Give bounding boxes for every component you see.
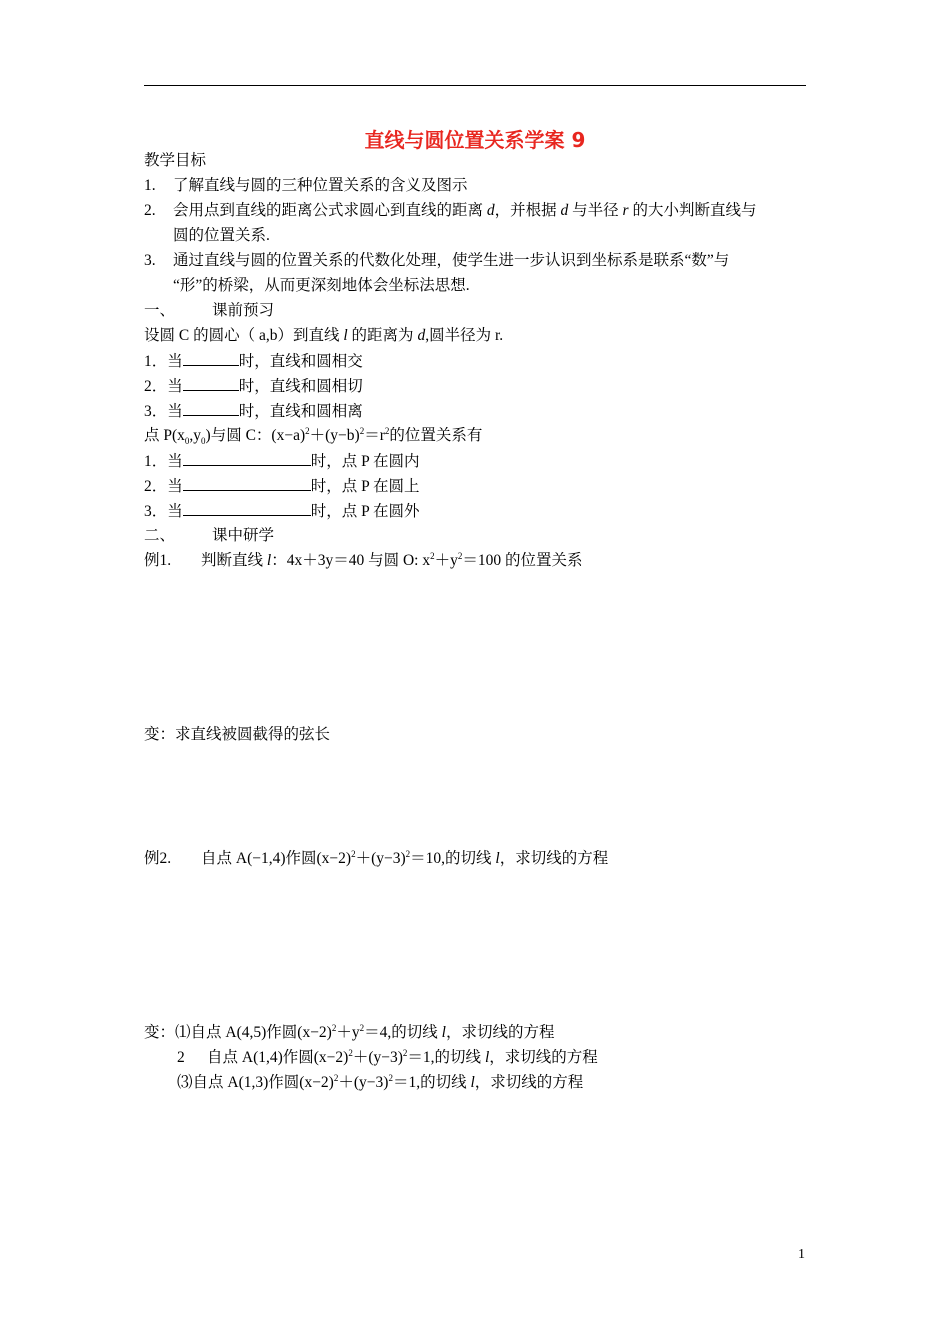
example-text: ＋y: [434, 552, 458, 569]
variable-d: d: [560, 202, 569, 219]
exponent: 2: [331, 1022, 337, 1033]
answer-blank[interactable]: [183, 451, 311, 466]
case-text: 时，点 P 在圆外: [310, 503, 420, 520]
exponent: 2: [430, 550, 435, 561]
variation-text: ＋y: [336, 1024, 360, 1041]
variation-2-2: [177, 1048, 598, 1068]
page-title: 直线与圆位置关系学案 9: [364, 128, 586, 152]
variable-r: r: [622, 202, 629, 219]
exponent: 2: [351, 848, 356, 859]
example-text: ＝10,的切线: [410, 850, 496, 867]
case-label: 2．当: [144, 478, 183, 495]
answer-blank[interactable]: [183, 401, 239, 416]
answer-blank[interactable]: [183, 376, 239, 391]
section-number: 二、: [144, 527, 176, 544]
objective-number: 2.: [144, 202, 156, 219]
case-text: 时，直线和圆相切: [238, 378, 363, 395]
example-label: 例1.: [144, 552, 172, 569]
objective-1: [144, 176, 468, 196]
example-label: 例2.: [144, 850, 172, 867]
line-case-1: [144, 351, 363, 372]
exponent: 2: [405, 848, 411, 859]
variation-1: 变：求直线被圆截得的弦长: [144, 726, 331, 743]
example-text: 判断直线: [201, 552, 267, 569]
header-rule: [144, 85, 806, 86]
exponent: 2: [305, 425, 310, 436]
variation-label: 2: [177, 1049, 185, 1066]
objective-2: [144, 201, 756, 221]
variation-text: ＋(y−3): [338, 1074, 389, 1091]
objective-3-continuation: “形”的桥梁，从而更深刻地体会坐标法思想.: [173, 277, 470, 294]
intro-text: ＋(y−b): [309, 427, 360, 444]
point-intro: [144, 426, 482, 446]
example-2: [144, 849, 608, 869]
answer-blank[interactable]: [183, 476, 311, 491]
point-case-1: [144, 451, 420, 472]
variation-text: ＋(y−3): [352, 1049, 403, 1066]
case-text: 时，直线和圆相交: [238, 353, 363, 370]
variation-label: ⑶: [177, 1074, 193, 1091]
intro-text: 的位置关系有: [389, 427, 483, 444]
intro-text: 设圆 C 的圆心（ a,b）到直线: [144, 327, 344, 344]
variation-label: 变：⑴: [144, 1024, 191, 1041]
exponent: 2: [402, 1047, 408, 1058]
variable-l: l: [470, 1074, 475, 1091]
objective-text: 了解直线与圆的三种位置关系的含义及图示: [173, 177, 468, 194]
answer-blank[interactable]: [183, 351, 239, 366]
objective-text: 与半径: [568, 202, 623, 219]
variable-d: d: [486, 202, 495, 219]
preview-intro: [144, 326, 503, 346]
objective-text: ，并根据: [494, 202, 561, 219]
intro-text: ,y: [189, 427, 202, 444]
variable-l: l: [495, 850, 500, 867]
variation-2-3: [177, 1073, 583, 1093]
case-text: 时，点 P 在圆内: [310, 453, 420, 470]
intro-text: ＝r: [364, 427, 385, 444]
case-text: 时，点 P 在圆上: [310, 478, 420, 495]
page-number: 1: [798, 1247, 805, 1262]
line-case-2: [144, 376, 363, 397]
variation-text: ，求切线的方程: [445, 1024, 555, 1041]
section-title: 课前预习: [212, 302, 275, 319]
example-1: [144, 551, 583, 571]
case-text: 时，直线和圆相离: [238, 403, 363, 420]
line-case-3: [144, 401, 363, 422]
case-label: 1．当: [144, 453, 183, 470]
variation-text: ＝1,的切线: [407, 1049, 485, 1066]
case-label: 1．当: [144, 353, 183, 370]
intro-text: )与圆 C：(x−a): [205, 427, 306, 444]
point-case-3: [144, 501, 420, 522]
objective-3: [144, 251, 729, 271]
exponent: 2: [388, 1072, 393, 1083]
variation-text: 自点 A(4,5)作圆(x−2): [190, 1024, 332, 1041]
intro-text: ,圆半径为 r.: [425, 327, 504, 344]
exponent: 2: [384, 425, 390, 436]
intro-text: 点 P(x: [144, 427, 185, 444]
subscript: 0: [184, 436, 190, 447]
variable-l: l: [484, 1049, 490, 1066]
intro-text: 的距离为: [347, 327, 418, 344]
variation-text: ，求切线的方程: [489, 1049, 598, 1066]
variation-text: 自点 A(1,3)作圆(x−2): [192, 1074, 334, 1091]
exponent: 2: [457, 550, 463, 561]
example-text: ：4x＋3y＝40 与圆 O: x: [271, 552, 431, 569]
variable-l: l: [343, 327, 348, 344]
exponent: 2: [333, 1072, 339, 1083]
objective-text: 会用点到直线的距离公式求圆心到直线的距离: [173, 202, 487, 219]
variable-l: l: [441, 1024, 446, 1041]
objective-text: 的大小判断直线与: [628, 202, 757, 219]
objectives-heading: 教学目标: [144, 152, 207, 169]
example-text: 自点 A(−1,4)作圆(x−2): [201, 850, 352, 867]
variation-text: ，求切线的方程: [474, 1074, 584, 1091]
example-text: ＋(y−3): [355, 850, 406, 867]
answer-blank[interactable]: [183, 501, 311, 516]
case-label: 3．当: [144, 403, 183, 420]
section-number: 一、: [144, 302, 176, 319]
variation-text: ＝1,的切线: [392, 1074, 471, 1091]
exponent: 2: [348, 1047, 353, 1058]
example-text: ＝100 的位置关系: [462, 552, 583, 569]
variable-d: d: [417, 327, 426, 344]
variable-l: l: [266, 552, 272, 569]
variation-text: 自点 A(1,4)作圆(x−2): [207, 1049, 349, 1066]
subscript: 0: [201, 436, 206, 447]
objective-number: 3.: [144, 252, 156, 269]
objective-2-continuation: 圆的位置关系.: [173, 227, 270, 244]
example-text: ，求切线的方程: [499, 850, 609, 867]
case-label: 2．当: [144, 378, 183, 395]
study-heading: [144, 526, 274, 546]
case-label: 3．当: [144, 503, 183, 520]
exponent: 2: [359, 1022, 365, 1033]
variation-2-1: [144, 1023, 554, 1043]
objective-number: 1.: [144, 177, 156, 194]
variation-text: ＝4,的切线: [364, 1024, 442, 1041]
section-title: 课中研学: [212, 527, 275, 544]
exponent: 2: [359, 425, 365, 436]
objective-text: 通过直线与圆的位置关系的代数化处理，使学生进一步认识到坐标系是联系“数”与: [173, 252, 730, 269]
preview-heading: [144, 301, 274, 321]
point-case-2: [144, 476, 420, 497]
